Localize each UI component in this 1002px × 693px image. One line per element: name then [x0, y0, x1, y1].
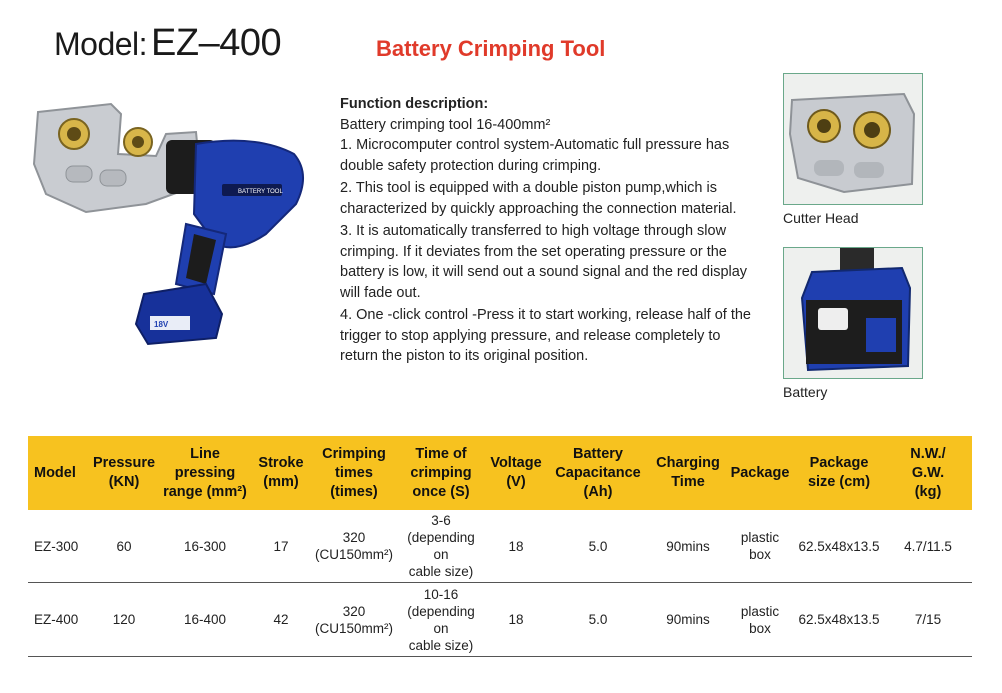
model-title [54, 22, 281, 65]
table-cell: 3-6 (depending on cable size) [396, 510, 486, 583]
table-cell: 10-16 (depending on cable size) [396, 583, 486, 657]
model-prefix: Model: [54, 26, 148, 62]
table-cell: 42 [250, 583, 312, 657]
table-cell: 320 (CU150mm²) [312, 510, 396, 583]
column-header: Time of crimping once (S) [396, 436, 486, 510]
table-cell: 17 [250, 510, 312, 583]
description-point: 4. One -click control -Press it to start working, release half of the trigger to stop applying pressure, and release completely to return the piston to its original position. [340, 307, 751, 364]
table-cell: 16-300 [160, 510, 250, 583]
column-header: Package [726, 436, 794, 510]
table-row [28, 510, 972, 583]
table-cell: EZ-300 [28, 510, 88, 583]
column-header: Battery Capacitance (Ah) [546, 436, 650, 510]
table-cell: plastic box [726, 510, 794, 583]
battery-label: 18V [154, 320, 169, 329]
cutter-head-caption: Cutter Head [783, 210, 859, 226]
description-intro: Battery crimping tool 16-400mm² [340, 116, 551, 133]
description-point: 2. This tool is equipped with a double piston pump,which is characterized by quickly approaching the connection material. [340, 180, 737, 217]
description-point: 1. Microcomputer control system-Automatic full pressure has double safety protection during crimping. [340, 137, 730, 174]
table-cell: 62.5x48x13.5 [794, 510, 884, 583]
cutter-head-image [783, 73, 923, 205]
table-cell: 16-400 [160, 583, 250, 657]
table-cell: 4.7/11.5 [884, 510, 972, 583]
column-header: Pressure (KN) [88, 436, 160, 510]
spec-table [28, 436, 972, 657]
table-cell: 18 [486, 510, 546, 583]
battery-caption: Battery [783, 384, 828, 400]
table-cell: 60 [88, 510, 160, 583]
table-cell: plastic box [726, 583, 794, 657]
table-cell: 5.0 [546, 583, 650, 657]
description-point: 3. It is automatically transferred to high voltage through slow crimping. If it deviates from the set operating pressure or the battery is low, it will send out a sound signal and the red display will fade out. [340, 223, 748, 301]
table-cell: 18 [486, 583, 546, 657]
table-cell: EZ-400 [28, 583, 88, 657]
table-cell: 90mins [650, 583, 726, 657]
table-cell: 120 [88, 583, 160, 657]
column-header: N.W./ G.W. (kg) [884, 436, 972, 510]
column-header: Stroke (mm) [250, 436, 312, 510]
column-header: Line pressing range (mm²) [160, 436, 250, 510]
column-header: Crimping times (times) [312, 436, 396, 510]
product-title: Battery Crimping Tool [376, 36, 606, 61]
column-header: Voltage (V) [486, 436, 546, 510]
column-header: Charging Time [650, 436, 726, 510]
table-cell: 7/15 [884, 583, 972, 657]
crimping-tool-image [26, 94, 326, 354]
table-cell: 320 (CU150mm²) [312, 583, 396, 657]
table-row [28, 583, 972, 657]
column-header: Package size (cm) [794, 436, 884, 510]
table-cell: 90mins [650, 510, 726, 583]
description-heading: Function description: [340, 96, 489, 112]
function-description [340, 94, 760, 367]
column-header: Model [28, 436, 88, 510]
model-code: EZ–400 [151, 22, 282, 64]
table-header-row [28, 436, 972, 510]
battery-image [783, 247, 923, 379]
tool-body-label: BATTERY TOOL [238, 189, 283, 195]
table-cell: 62.5x48x13.5 [794, 583, 884, 657]
table-cell: 5.0 [546, 510, 650, 583]
